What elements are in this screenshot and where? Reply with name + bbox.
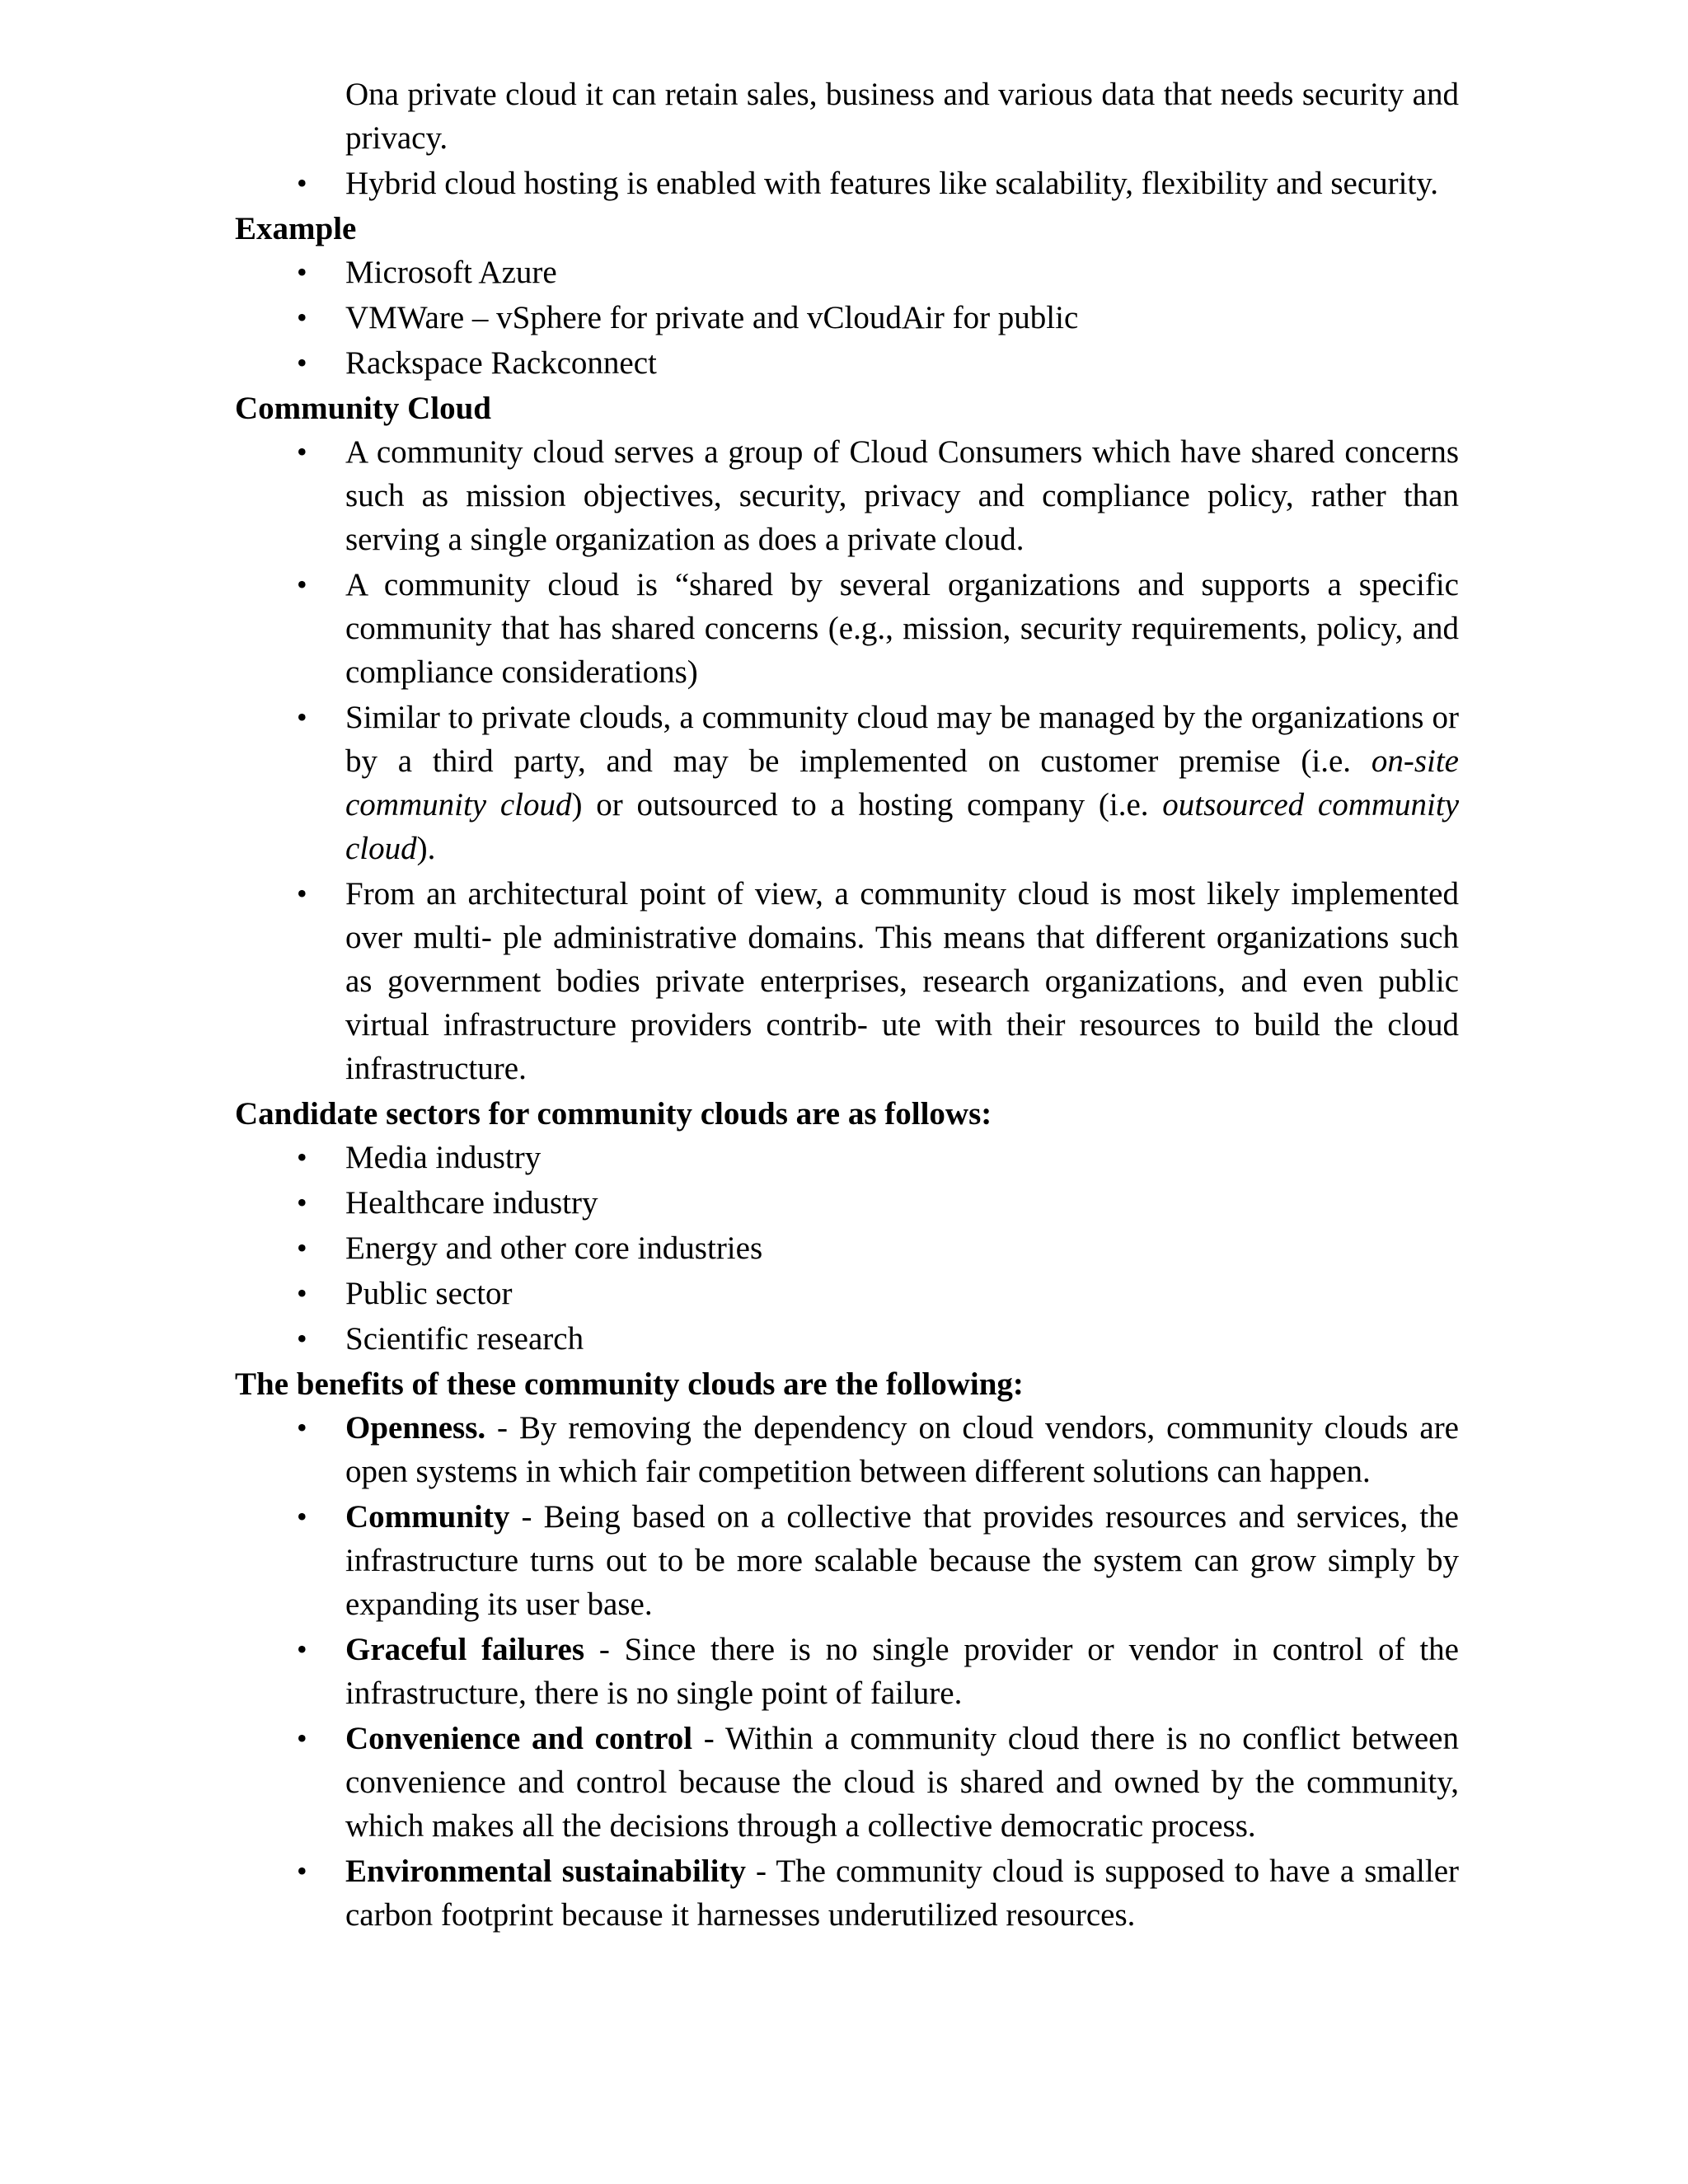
benefit-term: Openness. xyxy=(345,1410,486,1446)
text-run: ) or outsourced to a hosting company (i.e. xyxy=(571,787,1163,823)
example-list xyxy=(235,251,1459,385)
list-item: • A community cloud is “shared by several organizations and supports a specific community that has shared concerns (e.g., mission, security requirements, policy, and compliance considerations) xyxy=(235,563,1459,694)
list-item: • VMWare – vSphere for private and vCloudAir for public xyxy=(235,296,1459,340)
community-cloud-heading: Community Cloud xyxy=(235,391,491,426)
text-run: ). xyxy=(416,831,436,866)
list-item: • Rackspace Rackconnect xyxy=(235,341,1459,385)
list-item: • A community cloud serves a group of Cloud Consumers which have shared concerns such as mission objectives, security, privacy and compliance policy, rather than serving a single organization as does a private cloud. xyxy=(235,430,1459,561)
benefit-text: - The community cloud is supposed to have a smaller carbon footprint because it harnesses underutilized resources. xyxy=(345,1854,1459,1933)
list-item xyxy=(235,1849,1459,1937)
hybrid-list xyxy=(235,162,1459,205)
list-item xyxy=(235,1628,1459,1715)
benefit-term: Environmental sustainability xyxy=(345,1854,746,1889)
list-item: • Healthcare industry xyxy=(235,1181,1459,1225)
list-item: • Hybrid cloud hosting is enabled with features like scalability, flexibility and security. xyxy=(235,162,1459,205)
emphasis-text: outsourced community cloud xyxy=(345,787,1460,866)
list-item: • Scientific research xyxy=(235,1317,1459,1361)
list-item: • Public sector xyxy=(235,1272,1459,1315)
community-cloud-list xyxy=(235,430,1459,1090)
list-item: • Media industry xyxy=(235,1136,1459,1179)
benefits-heading: The benefits of these community clouds are the following: xyxy=(235,1366,1024,1402)
benefit-term: Graceful failures xyxy=(345,1632,585,1667)
list-item xyxy=(235,696,1459,870)
example-heading: Example xyxy=(235,211,357,246)
list-item: • Microsoft Azure xyxy=(235,251,1459,294)
list-item xyxy=(235,1717,1459,1848)
text-run: Similar to private clouds, a community cloud may be managed by the organizations or by a third party, and may be implemented on customer premise (i.e. xyxy=(345,700,1459,779)
list-item xyxy=(235,1495,1459,1626)
list-item: • From an architectural point of view, a community cloud is most likely implemented over multi- ple administrative domains. This means that different organizations such as government bodies private enterprises, research organizations, and even public virtual infrastructure providers contrib- ute with their resources to build the cloud infrastructure. xyxy=(235,872,1459,1090)
benefit-text: - Being based on a collective that provides resources and services, the infrastructure turns out to be more scalable because the system can grow simply by expanding its user base. xyxy=(345,1499,1459,1622)
intro-continuation: Ona private cloud it can retain sales, business and various data that needs security and privacy. xyxy=(345,77,1459,156)
page-content xyxy=(235,73,1459,1938)
sectors-heading: Candidate sectors for community clouds are as follows: xyxy=(235,1096,992,1132)
benefits-list xyxy=(235,1406,1459,1937)
benefit-term: Community xyxy=(345,1499,510,1535)
benefit-text: - By removing the dependency on cloud vendors, community clouds are open systems in which fair competition between different solutions can happen. xyxy=(345,1410,1459,1489)
sectors-list xyxy=(235,1136,1459,1361)
list-item: • Energy and other core industries xyxy=(235,1226,1459,1270)
benefit-text: - Within a community cloud there is no conflict between convenience and control because the cloud is shared and owned by the community, which makes all the decisions through a collective democratic process. xyxy=(345,1721,1459,1844)
list-item xyxy=(235,1406,1459,1493)
benefit-text: - Since there is no single provider or vendor in control of the infrastructure, there is no single point of failure. xyxy=(345,1632,1459,1711)
benefit-term: Convenience and control xyxy=(345,1721,693,1756)
emphasis-text: on-site community cloud xyxy=(345,743,1459,823)
